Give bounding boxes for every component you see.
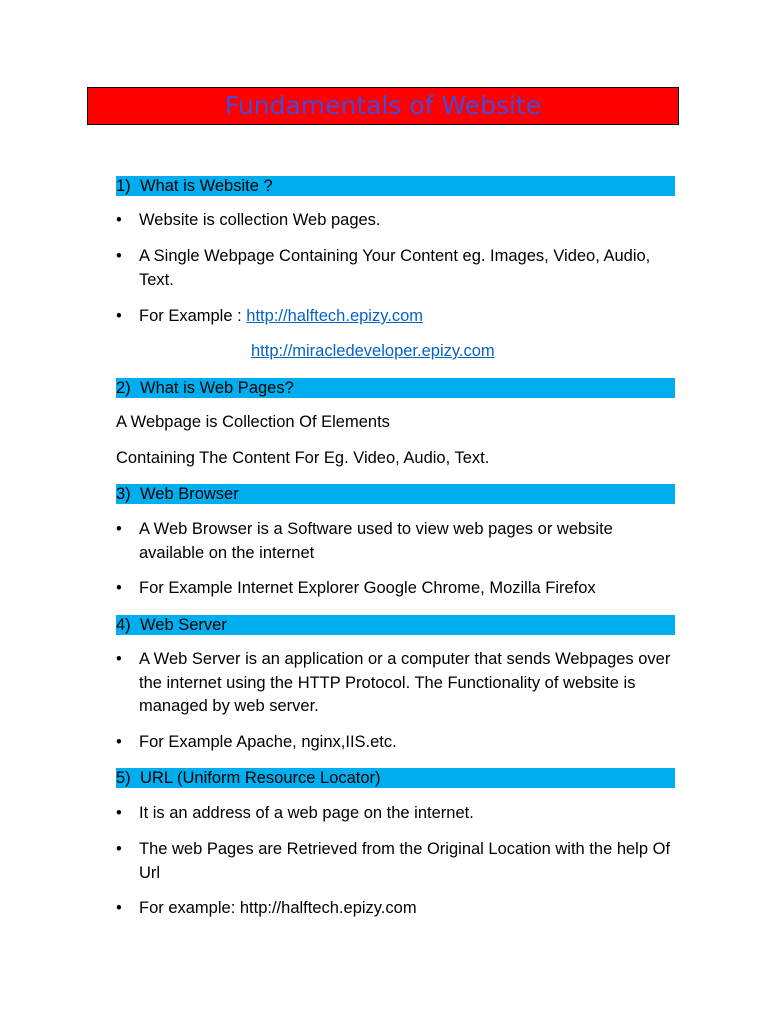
section-number: 1)	[116, 177, 131, 195]
list-item	[116, 897, 676, 921]
list-item-text: For example: http://halftech.epizy.com	[139, 899, 417, 917]
link-miracledeveloper[interactable]: http://miracledeveloper.epizy.com	[251, 342, 495, 360]
example-prefix: For Example :	[139, 307, 247, 325]
bullet-marker: •	[116, 247, 122, 265]
section-heading-text: URL (Uniform Resource Locator)	[140, 769, 381, 787]
section-heading-text: Web Server	[140, 616, 227, 634]
bullet-marker: •	[116, 899, 122, 917]
list-item-text: A Web Browser is a Software used to view web pages or website available on the internet	[139, 520, 613, 562]
document-title: Fundamentals of Website	[87, 87, 679, 125]
list-item	[116, 802, 676, 826]
section-heading-web-server	[116, 615, 675, 635]
list-item	[116, 245, 676, 292]
list-item	[116, 731, 676, 755]
section-heading-text: What is Website ?	[140, 177, 273, 195]
link-halftech[interactable]: http://halftech.epizy.com	[246, 307, 423, 325]
bullet-marker: •	[116, 579, 122, 597]
section-heading-text: Web Browser	[140, 485, 239, 503]
bullet-marker: •	[116, 520, 122, 538]
list-item-text: For Example Apache, nginx,IIS.etc.	[139, 733, 397, 751]
section-number: 2)	[116, 379, 131, 397]
section-heading-web-pages	[116, 378, 675, 398]
section-number: 4)	[116, 616, 131, 634]
list-item-text: For Example Internet Explorer Google Chrome, Mozilla Firefox	[139, 579, 596, 597]
list-item	[116, 648, 676, 719]
section-number: 3)	[116, 485, 131, 503]
section-heading-web-browser	[116, 484, 675, 504]
list-item	[116, 518, 676, 565]
list-item-text: A Web Server is an application or a computer that sends Webpages over the internet using the HTTP Protocol. The Functionality of website is managed by web server.	[139, 650, 671, 715]
paragraph: Containing The Content For Eg. Video, Audio, Text.	[116, 449, 490, 467]
list-item-text: The web Pages are Retrieved from the Original Location with the help Of Url	[139, 840, 671, 882]
list-item	[116, 577, 676, 601]
bullet-marker: •	[116, 307, 122, 325]
list-item-text: It is an address of a web page on the internet.	[139, 804, 474, 822]
list-item	[116, 209, 676, 233]
link-row	[251, 340, 495, 364]
bullet-marker: •	[116, 650, 122, 668]
paragraph: A Webpage is Collection Of Elements	[116, 413, 390, 431]
section-number: 5)	[116, 769, 131, 787]
list-item-text: A Single Webpage Containing Your Content eg. Images, Video, Audio, Text.	[139, 247, 651, 289]
section-heading-url	[116, 768, 675, 788]
section-heading-website	[116, 176, 675, 196]
list-item	[116, 305, 676, 329]
bullet-marker: •	[116, 804, 122, 822]
bullet-marker: •	[116, 840, 122, 858]
bullet-marker: •	[116, 733, 122, 751]
section-heading-text: What is Web Pages?	[140, 379, 294, 397]
bullet-marker: •	[116, 211, 122, 229]
list-item-text: Website is collection Web pages.	[139, 211, 381, 229]
list-item	[116, 838, 676, 885]
